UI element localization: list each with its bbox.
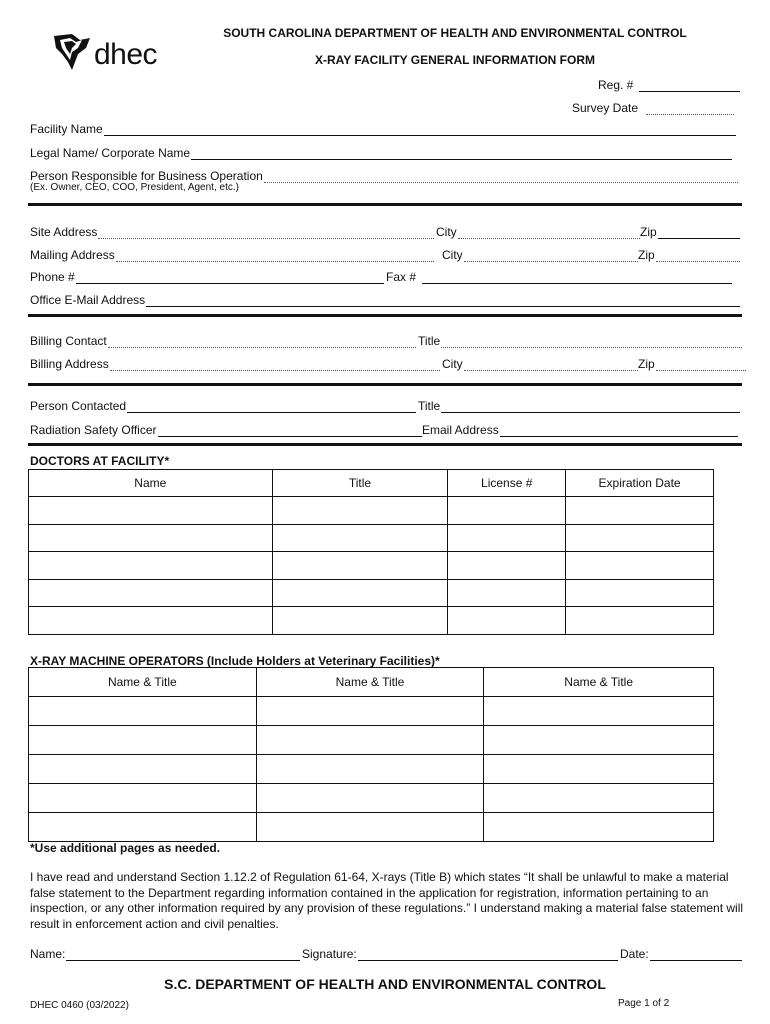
table-cell[interactable] <box>484 784 714 813</box>
mailing-address-field[interactable] <box>30 246 434 262</box>
table-cell[interactable] <box>448 497 566 525</box>
survey-date-field[interactable] <box>572 99 734 115</box>
facility-name-field[interactable] <box>30 120 736 136</box>
table-cell[interactable] <box>448 580 566 607</box>
agency-title: SOUTH CAROLINA DEPARTMENT OF HEALTH AND ENVIRONMENTAL CONTROL <box>223 26 687 40</box>
person-contacted-label: Person Contacted <box>30 399 127 413</box>
office-email-label: Office E-Mail Address <box>30 293 146 307</box>
table-cell[interactable] <box>448 525 566 552</box>
table-cell[interactable] <box>566 607 714 635</box>
billing-contact-input-line[interactable] <box>108 335 416 348</box>
table-cell[interactable] <box>29 755 257 784</box>
table-cell[interactable] <box>566 525 714 552</box>
table-row <box>29 497 714 525</box>
doctors-col-expiration: Expiration Date <box>566 470 714 497</box>
palmetto-icon <box>50 26 100 76</box>
billing-city-field[interactable] <box>442 355 638 371</box>
person-contacted-input-line[interactable] <box>127 400 416 413</box>
doctors-heading: DOCTORS AT FACILITY* <box>30 454 170 468</box>
billing-city-input-line[interactable] <box>464 358 638 371</box>
facility-name-input-line[interactable] <box>104 123 736 136</box>
rso-input-line[interactable] <box>158 424 422 437</box>
table-cell[interactable] <box>256 813 484 842</box>
table-cell[interactable] <box>272 607 448 635</box>
section-divider <box>28 203 742 206</box>
billing-title-field[interactable] <box>418 332 742 348</box>
phone-input-line[interactable] <box>76 271 384 284</box>
signoff-name-label: Name: <box>30 947 66 961</box>
signature-field[interactable] <box>302 945 618 961</box>
reg-field[interactable] <box>598 76 740 92</box>
table-cell[interactable] <box>29 552 273 580</box>
table-cell[interactable] <box>29 497 273 525</box>
section-divider <box>28 443 742 446</box>
contact-title-input-line[interactable] <box>441 400 740 413</box>
site-address-field[interactable] <box>30 223 434 239</box>
legal-name-input-line[interactable] <box>191 147 732 160</box>
table-cell[interactable] <box>448 607 566 635</box>
table-cell[interactable] <box>29 697 257 726</box>
billing-address-field[interactable] <box>30 355 440 371</box>
signoff-date-label: Date: <box>620 947 649 961</box>
phone-field[interactable] <box>30 268 384 284</box>
mailing-city-field[interactable] <box>442 246 638 262</box>
doctors-col-title: Title <box>272 470 448 497</box>
table-cell[interactable] <box>272 580 448 607</box>
billing-address-input-line[interactable] <box>110 358 440 371</box>
signature-label: Signature: <box>302 947 357 961</box>
signoff-date-input-line[interactable] <box>650 948 742 961</box>
facility-name-label: Facility Name <box>30 122 103 136</box>
doctors-header-row <box>29 470 714 497</box>
mailing-city-label: City <box>442 248 463 262</box>
billing-address-label: Billing Address <box>30 357 109 371</box>
table-row <box>29 552 714 580</box>
table-cell[interactable] <box>484 755 714 784</box>
rso-email-field[interactable] <box>422 421 738 437</box>
certification-statement: I have read and understand Section 1.12.2 of Regulation 61-64, X-rays (Title B) which states “It shall be unlawful to make a material false statement to the Department regarding information contained in the application for registration, information pertaining to an inspection, or any other information required by any provision of these regulations.” I understand making a material false statement will result in enforcement action and civil penalties. <box>30 870 744 931</box>
table-cell[interactable] <box>448 552 566 580</box>
section-divider <box>28 314 742 317</box>
form-title: X-RAY FACILITY GENERAL INFORMATION FORM <box>314 53 595 67</box>
logo-wordmark: dhec <box>94 38 158 71</box>
table-row <box>29 697 714 726</box>
table-cell[interactable] <box>29 607 273 635</box>
operators-header-row <box>29 668 714 697</box>
office-email-input-line[interactable] <box>146 294 740 307</box>
rso-label: Radiation Safety Officer <box>30 423 157 437</box>
rso-email-input-line[interactable] <box>500 424 738 437</box>
site-zip-field[interactable] <box>640 223 740 239</box>
table-row <box>29 607 714 635</box>
billing-title-label: Title <box>418 334 441 348</box>
table-row <box>29 755 714 784</box>
site-city-input-line[interactable] <box>458 226 640 239</box>
billing-zip-input-line[interactable] <box>656 358 746 371</box>
signoff-date-field[interactable] <box>620 945 742 961</box>
site-address-input-line[interactable] <box>98 226 434 239</box>
phone-label: Phone # <box>30 270 75 284</box>
form-code: DHEC 0460 (03/2022) <box>30 1000 129 1011</box>
survey-date-input-line[interactable] <box>646 102 734 115</box>
page-number: Page 1 of 2 <box>618 998 670 1009</box>
table-cell[interactable] <box>484 813 714 842</box>
table-cell[interactable] <box>484 697 714 726</box>
table-cell[interactable] <box>256 697 484 726</box>
site-zip-label: Zip <box>640 225 657 239</box>
table-cell[interactable] <box>272 497 448 525</box>
contact-title-label: Title <box>418 399 441 413</box>
table-cell[interactable] <box>256 784 484 813</box>
table-cell[interactable] <box>29 525 273 552</box>
operators-heading: X-RAY MACHINE OPERATORS (Include Holders at Veterinary Facilities)* <box>30 654 440 668</box>
survey-date-label: Survey Date <box>572 101 639 115</box>
table-cell[interactable] <box>29 580 273 607</box>
table-cell[interactable] <box>256 726 484 755</box>
rso-email-label: Email Address <box>422 423 499 437</box>
signoff-name-input-line[interactable] <box>66 948 300 961</box>
mailing-zip-input-line[interactable] <box>656 249 740 262</box>
mailing-city-input-line[interactable] <box>464 249 638 262</box>
billing-zip-field[interactable] <box>638 355 746 371</box>
footer-title: S.C. DEPARTMENT OF HEALTH AND ENVIRONMENTAL CONTROL <box>164 976 606 992</box>
reg-input-line[interactable] <box>639 79 740 92</box>
table-row <box>29 726 714 755</box>
contact-title-field[interactable] <box>418 397 740 413</box>
table-cell[interactable] <box>484 726 714 755</box>
reg-label: Reg. # <box>598 78 634 92</box>
table-cell[interactable] <box>29 784 257 813</box>
billing-title-input-line[interactable] <box>441 335 742 348</box>
mailing-zip-label: Zip <box>638 248 655 262</box>
mailing-address-input-line[interactable] <box>116 249 434 262</box>
site-city-field[interactable] <box>436 223 640 239</box>
table-cell[interactable] <box>29 726 257 755</box>
table-row <box>29 784 714 813</box>
table-cell[interactable] <box>566 552 714 580</box>
table-cell[interactable] <box>29 813 257 842</box>
billing-contact-field[interactable] <box>30 332 416 348</box>
mailing-address-label: Mailing Address <box>30 248 115 262</box>
dhec-logo <box>50 22 170 74</box>
mailing-zip-field[interactable] <box>638 246 740 262</box>
table-cell[interactable] <box>566 580 714 607</box>
signoff-name-field[interactable] <box>30 945 300 961</box>
responsible-person-label: Person Responsible for Business Operation <box>30 169 263 183</box>
operators-col-2: Name & Title <box>256 668 484 697</box>
operators-col-1: Name & Title <box>29 668 257 697</box>
additional-pages-note: *Use additional pages as needed. <box>30 841 221 855</box>
site-city-label: City <box>436 225 457 239</box>
table-cell[interactable] <box>272 525 448 552</box>
table-row <box>29 813 714 842</box>
billing-city-label: City <box>442 357 463 371</box>
site-zip-input-line[interactable] <box>658 226 740 239</box>
responsible-person-field[interactable] <box>30 167 738 183</box>
fax-field[interactable] <box>386 268 732 284</box>
legal-name-field[interactable] <box>30 144 732 160</box>
rso-field[interactable] <box>30 421 422 437</box>
doctors-col-license: License # <box>448 470 566 497</box>
responsible-note: (Ex. Owner, CEO, COO, President, Agent, etc.) <box>30 182 239 193</box>
doctors-table <box>28 469 714 635</box>
responsible-person-input-line[interactable] <box>264 170 738 183</box>
legal-name-label: Legal Name/ Corporate Name <box>30 146 191 160</box>
table-cell[interactable] <box>272 552 448 580</box>
fax-input-line[interactable] <box>422 271 732 284</box>
fax-label: Fax # <box>386 270 417 284</box>
person-contacted-field[interactable] <box>30 397 416 413</box>
billing-zip-label: Zip <box>638 357 655 371</box>
doctors-col-name: Name <box>29 470 273 497</box>
table-row <box>29 580 714 607</box>
table-cell[interactable] <box>256 755 484 784</box>
billing-contact-label: Billing Contact <box>30 334 107 348</box>
signature-input-line[interactable] <box>358 948 618 961</box>
site-address-label: Site Address <box>30 225 98 239</box>
office-email-field[interactable] <box>30 291 740 307</box>
table-row <box>29 525 714 552</box>
operators-table <box>28 667 714 842</box>
section-divider <box>28 383 742 386</box>
table-cell[interactable] <box>566 497 714 525</box>
operators-col-3: Name & Title <box>484 668 714 697</box>
